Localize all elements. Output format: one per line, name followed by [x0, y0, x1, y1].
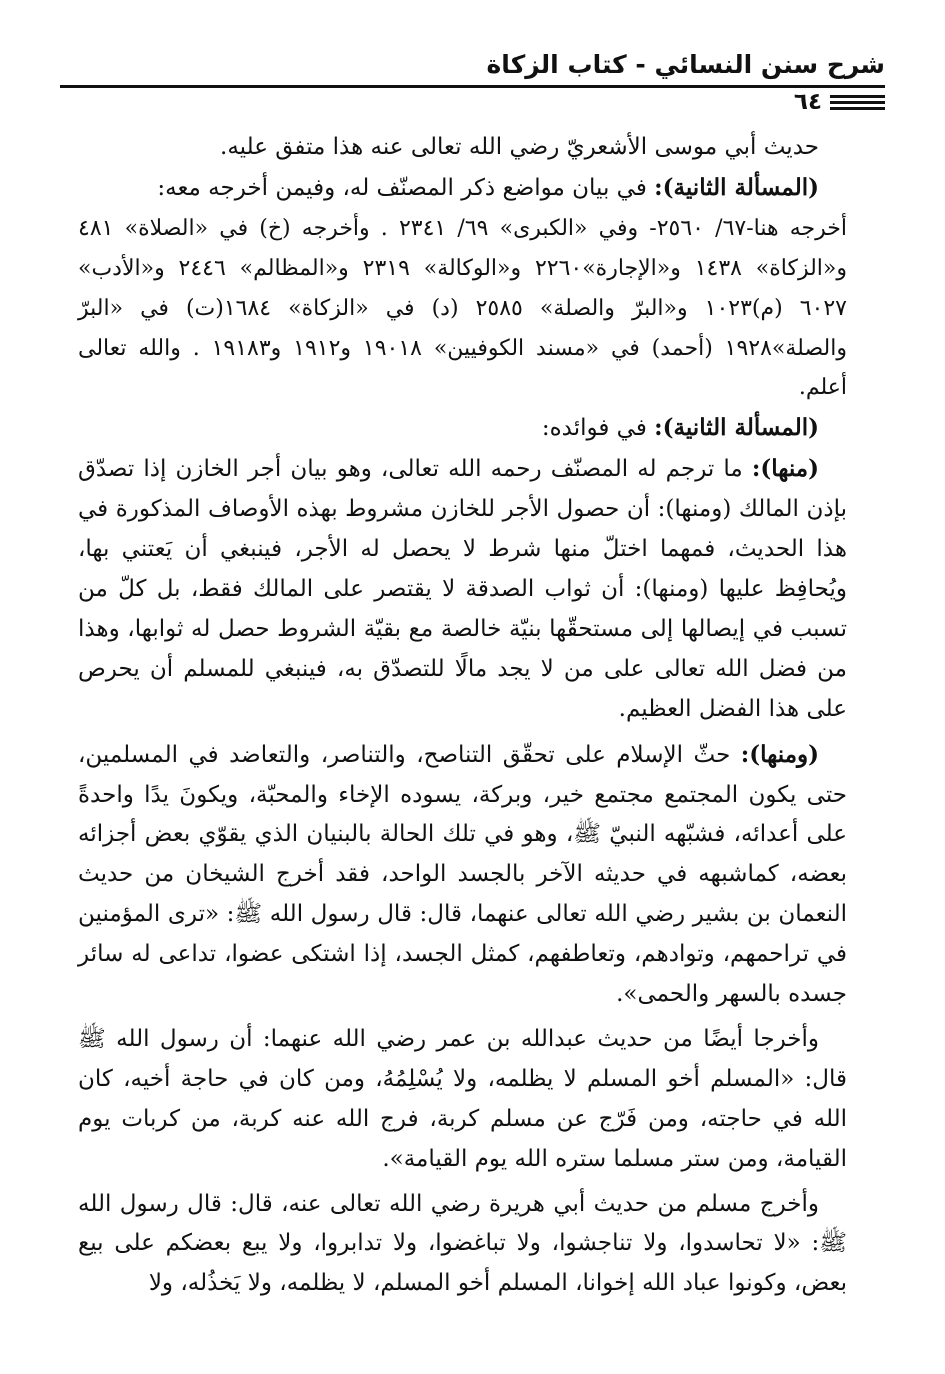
paragraph-text: حثّ الإسلام على تحقّق التناصح، والتناصر، والتعاضد في المسلمين، حتى يكون المجتمع مجتمع خير، وبركة، يسوده الإخاء والمحبّة، ويكونَ يدًا واحدةً على أعدائه، فشبّهه النبيّ ﷺ، وهو في تلك الحالة بالبنيان الذي يقوّي بعض أجزائه بعضه، كماشبهه في حديثه الآخر بالجسد الواحد، فقد أخرج الشيخان من حديث النعمان بن بشير رضي الله تعالى عنهما، قال: قال رسول الله ﷺ: «ترى المؤمنين في تراحمهم، وتوادهم، وتعاطفهم، كمثل الجسد، إذا اشتكى عضوا، تداعى له سائر جسده بالسهر والحمى».	[78, 741, 847, 1008]
paragraph-benefit-1	[78, 449, 847, 729]
paragraph-hadith-ibn-umar	[78, 1020, 847, 1180]
paragraph-text: حديث أبي موسى الأشعريّ رضي الله تعالى عنه هذا متفق عليه.	[220, 134, 819, 160]
paragraph-text: في فوائده:	[541, 415, 655, 442]
page-number-box	[745, 90, 885, 114]
paragraph-issue-sources	[78, 168, 847, 209]
paragraph-references	[78, 209, 847, 409]
paragraph-text: أخرجه هنا-٦٧/ ٢٥٦٠- وفي «الكبرى» ٦٩/ ٢٣٤١ . وأخرجه (خ) في «الصلاة» ٤٨١ و«الزكاة» ١٤٣٨ و«الإجارة»٢٢٦٠ و«الوكالة» ٢٣١٩ و«المظالم» ٢٤٤٦ و«الأدب» ٦٠٢٧ (م)١٠٢٣ و«البرّ والصلة» ٢٥٨٥ (د) في «الزكاة» ١٦٨٤(ت) في «البرّ والصلة»١٩٢٨ (أحمد) في «مسند الكوفيين» ١٩٠١٨ و١٩١٢ و١٩١٨٣ . والله تعالى أعلم.	[78, 215, 848, 401]
paragraph-text: وأخرج مسلم من حديث أبي هريرة رضي الله تعالى عنه، قال: قال رسول الله ﷺ: «لا تحاسدوا، ولا تناجشوا، ولا تباغضوا، ولا تدابروا، ولا يبع بعضكم على بيع بعض، وكونوا عباد الله إخوانا، المسلم أخو المسلم، لا يظلمه، ولا يَخذُله، ولا	[78, 1190, 847, 1297]
section-label: (المسألة الثانية):	[654, 173, 819, 201]
paragraph-benefit-2	[78, 735, 847, 1015]
paragraph-hadith-abu-hurayra	[78, 1185, 847, 1305]
section-label: (ومنها):	[740, 740, 819, 768]
header-rule	[60, 85, 885, 88]
main-text	[78, 128, 847, 1304]
page-number: ٦٤	[793, 89, 822, 115]
section-label: (المسألة الثانية):	[654, 414, 819, 442]
paragraph-text: وأخرجا أيضًا من حديث عبدالله بن عمر رضي الله عنهما: أن رسول الله ﷺ قال: «المسلم أخو المسلم لا يظلمه، ولا يُسْلِمُهُ، ومن كان في حاجة أخيه، كان الله في حاجته، ومن فَرّج عن مسلم كربة، فرج الله عنه كربة، من كربات يوم القيامة، ومن ستر مسلما ستره الله يوم القيامة».	[78, 1025, 847, 1172]
paragraph-hadith-ending	[78, 128, 847, 168]
section-label: (منها):	[751, 455, 819, 483]
paragraph-text: ما ترجم له المصنّف رحمه الله تعالى، وهو بيان أجر الخازن إذا تصدّق بإذن المالك (ومنها): أن حصول الأجر للخازن مشروط بهذه الأوصاف المذكورة في هذا الحديث، فمهما اختلّ منها شرط لا يحصل له الأجر، فينبغي أن يَعتني بها، ويُحافِظ عليها (ومنها): أن ثواب الصدقة لا يقتصر على المالك فقط، بل كلّ من تسبب في إيصالها إلى مستحقّها بنيّة خالصة مع بقيّة الشروط حصل له ثوابها، وهذا من فضل الله تعالى على من لا يجد مالًا للتصدّق به، فينبغي للمسلم أن يحرص على هذا الفضل العظيم.	[78, 456, 847, 722]
paragraph-text: في بيان مواضع ذكر المصنّف له، وفيمن أخرجه معه:	[157, 174, 655, 201]
paragraph-issue-benefits	[78, 408, 847, 449]
page-header	[60, 40, 885, 115]
page-number-ornament	[830, 92, 885, 113]
running-title: شرح سنن النسائي - كتاب الزكاة	[486, 50, 885, 79]
